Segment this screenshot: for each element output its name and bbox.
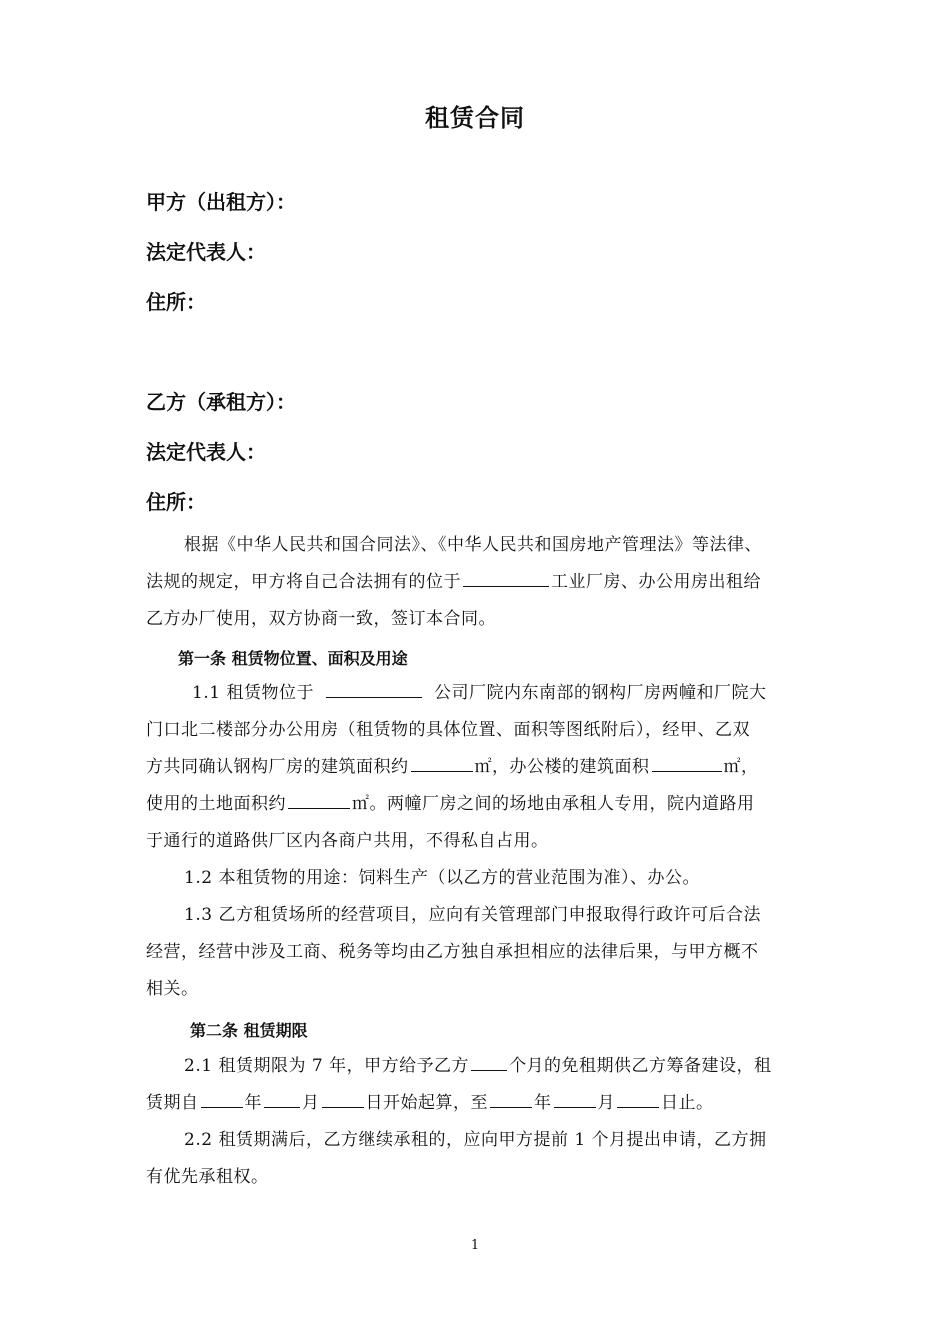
party-a-label: 甲方（出租方）：	[146, 190, 296, 214]
clause-1-1-line-4	[146, 786, 814, 823]
intro-paragraph	[146, 527, 814, 638]
page-number: 1	[470, 1238, 480, 1253]
article-1-heading: 第一条 租赁物位置、面积及用途	[178, 649, 408, 668]
land-area-blank	[288, 792, 350, 809]
end-month-blank	[554, 1091, 596, 1108]
article-2-heading: 第二条 租赁期限	[190, 1021, 308, 1040]
clause-1-1-line-1	[146, 675, 814, 712]
clause-1-1-line-5: 于通行的道路供厂区内各商户共用，不得私自占用。	[146, 831, 549, 851]
clause-2-2-line-2: 有优先承租权。	[146, 1167, 269, 1187]
clause-text: 2.1 租赁期限为 7 年，甲方给予乙方	[184, 1056, 470, 1076]
clause-2-1-line-2	[146, 1085, 814, 1122]
end-year-blank	[490, 1091, 532, 1108]
company-blank	[326, 681, 422, 698]
month-label: 月	[597, 1093, 615, 1113]
clause-1-2: 1.2 本租赁物的用途：饲料生产（以乙方的营业范围为准）、办公。	[184, 868, 700, 888]
clause-2-1-line-1	[146, 1048, 814, 1085]
clause-text: ㎡，	[723, 757, 759, 777]
clause-text: 方共同确认钢构厂房的建筑面积约	[146, 757, 409, 777]
start-day-blank	[322, 1091, 364, 1108]
clause-text: 1.1 租赁物位于	[192, 683, 314, 703]
intro-line-2	[146, 564, 814, 601]
clause-text: ㎡。两幢厂房之间的场地由承租人专用，院内道路用	[352, 794, 755, 814]
clause-text: 个月的免租期供乙方筹备建设，租	[509, 1056, 772, 1076]
start-month-blank	[264, 1091, 300, 1108]
rent-free-months-blank	[471, 1054, 507, 1071]
clause-1-3-line-1: 1.3 乙方租赁场所的经营项目，应向有关管理部门申报取得行政许可后合法	[184, 905, 761, 925]
intro-line-1: 根据《中华人民共和国合同法》、《中华人民共和国房地产管理法》等法律、	[184, 535, 762, 555]
start-year-blank	[201, 1091, 243, 1108]
clause-1-1-line-2: 门口北二楼部分办公用房（租赁物的具体位置、面积等图纸附后），经甲、乙双	[146, 720, 750, 740]
party-b-address: 住所：	[146, 490, 206, 514]
clause-1-1-line-3	[146, 749, 814, 786]
clause-2-2-line-1: 2.2 租赁期满后，乙方继续承租的，应向甲方提前 1 个月提出申请，乙方拥	[184, 1130, 767, 1150]
document-title: 租赁合同	[425, 104, 525, 132]
party-a-address: 住所：	[146, 290, 206, 314]
party-b-rep: 法定代表人：	[146, 440, 266, 464]
factory-area-blank	[411, 755, 473, 772]
clause-1-3-line-3: 相关。	[146, 979, 199, 999]
month-label: 月	[302, 1093, 320, 1113]
clause-text: 日止。	[661, 1093, 714, 1113]
party-b-label: 乙方（承租方）：	[146, 390, 296, 414]
location-blank	[463, 570, 549, 587]
clause-text: 使用的土地面积约	[146, 794, 286, 814]
year-label: 年	[244, 1093, 262, 1113]
end-day-blank	[617, 1091, 659, 1108]
party-a-rep: 法定代表人：	[146, 240, 266, 264]
clause-2	[146, 1048, 814, 1196]
intro-text: 法规的规定，甲方将自己合法拥有的位于	[146, 572, 461, 592]
year-label: 年	[534, 1093, 552, 1113]
clause-1-1	[146, 675, 814, 1008]
clause-text: 日开始起算，至	[365, 1093, 488, 1113]
clause-text: 公司厂院内东南部的钢构厂房两幢和厂院大	[433, 683, 767, 703]
intro-line-3: 乙方办厂使用，双方协商一致，签订本合同。	[146, 609, 496, 629]
clause-1-3-line-2: 经营，经营中涉及工商、税务等均由乙方独自承担相应的法律后果，与甲方概不	[146, 942, 759, 962]
clause-text: ㎡，办公楼的建筑面积	[474, 757, 650, 777]
intro-text: 工业厂房、办公用房出租给	[551, 572, 761, 592]
clause-text: 赁期自	[146, 1093, 199, 1113]
office-area-blank	[652, 755, 722, 772]
